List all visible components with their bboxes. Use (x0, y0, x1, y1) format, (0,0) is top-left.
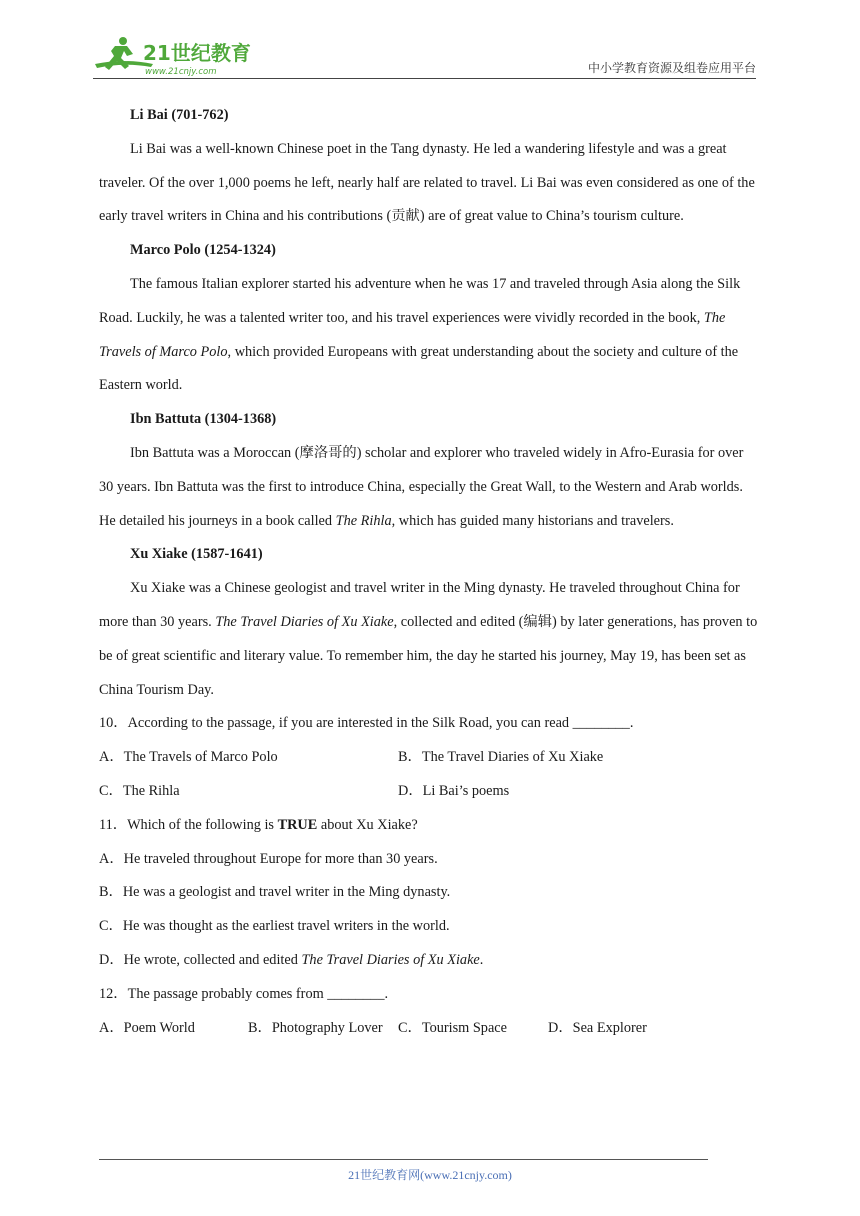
question-10-option-c[interactable]: C．The Rihla (99, 782, 180, 799)
platform-title: 中小学教育资源及组卷应用平台 (587, 61, 756, 75)
section-heading-ibn-battuta: Ibn Battuta (1304-1368) (130, 411, 277, 428)
footer-divider (99, 1159, 708, 1160)
question-10-stem: 10．According to the passage, if you are interested in the Silk Road, you can read ________. (99, 715, 634, 732)
book-title: The Rihla (335, 512, 392, 529)
page-header (93, 32, 756, 79)
section-heading-li-bai: Li Bai (701-762) (130, 107, 229, 123)
section-heading-xu-xiake: Xu Xiake (1587-1641) (130, 546, 263, 563)
question-11-option-d[interactable]: D．He wrote, collected and edited The Travel Diaries of Xu Xiake. (99, 951, 484, 968)
question-12-option-c[interactable]: C．Tourism Space (398, 1019, 507, 1036)
question-10-option-a[interactable]: A．The Travels of Marco Polo (99, 749, 278, 766)
page-footer[interactable]: 21世纪教育网(www.21cnjy.com) (348, 1168, 512, 1182)
book-title: The Travel Diaries of Xu Xiake (301, 951, 480, 968)
question-12-option-b[interactable]: B．Photography Lover (248, 1019, 383, 1036)
paragraph-li-bai: Li Bai was a well-known Chinese poet in the Tang dynasty. He led a wandering lifestyle and was a great traveler. Of the over 1,000 poems he left, nearly half are related to travel. Li Bai was even considered as one of the early travel writers in China and his contributions (贡献) are of great value to China’s tourism culture. (99, 140, 755, 225)
question-12-option-a[interactable]: A．Poem World (99, 1019, 195, 1036)
book-title: The Travel Diaries of Xu Xiake (215, 613, 394, 630)
question-11-option-c[interactable]: C．He was thought as the earliest travel writers in the world. (99, 918, 450, 935)
question-11-option-b[interactable]: B．He was a geologist and travel writer in the Ming dynasty. (99, 884, 451, 901)
question-12-options-row (99, 1012, 759, 1046)
question-12-option-d[interactable]: D．Sea Explorer (548, 1019, 647, 1036)
question-12-stem: 12．The passage probably comes from ________. (99, 985, 389, 1002)
question-11-option-a[interactable]: A．He traveled throughout Europe for more than 30 years. (99, 850, 438, 867)
paragraph-marco-polo: The famous Italian explorer started his adventure when he was 17 and traveled through Asia along the Silk Road. Luckily, he was a talented writer too, and his travel experiences were vividly recorded in the book, The Travels of Marco Polo, which provided Europeans with great understanding about the society and culture of the Eastern world. (99, 275, 741, 394)
question-10-options-row1 (99, 741, 759, 775)
book-title: The Travels of Marco Polo (99, 309, 726, 360)
question-11-stem: 11．Which of the following is TRUE about Xu Xiake? (99, 816, 418, 833)
emphasis-true: TRUE (277, 816, 318, 833)
logo-21cnjy (93, 34, 263, 76)
paragraph-ibn-battuta: Ibn Battuta was a Moroccan (摩洛哥的) scholar and explorer who traveled widely in Afro-Eurasia for over 30 years. Ibn Battuta was the first to introduce China, especially the Great Wall, to the Western and Arab worlds. He detailed his journeys in a book called The Rihla, which has guided many historians and travelers. (99, 444, 744, 529)
question-10-options-row2 (99, 775, 759, 809)
svg-text:www.21cnjy.com: www.21cnjy.com (145, 67, 217, 76)
question-10-option-b[interactable]: B．The Travel Diaries of Xu Xiake (398, 749, 604, 766)
section-heading-marco-polo: Marco Polo (1254-1324) (130, 242, 276, 259)
svg-text:21世纪教育: 21世纪教育 (143, 41, 251, 65)
question-10-option-d[interactable]: D．Li Bai’s poems (398, 782, 510, 799)
paragraph-xu-xiake: Xu Xiake was a Chinese geologist and travel writer in the Ming dynasty. He traveled throughout China for more than 30 years. The Travel Diaries of Xu Xiake, collected and edited (编辑) by later generations, has proven to be of great scientific and literary value. To remember him, the day he started his journey, May 19, has been set as China Tourism Day. (99, 580, 758, 698)
document-body (99, 99, 759, 1045)
